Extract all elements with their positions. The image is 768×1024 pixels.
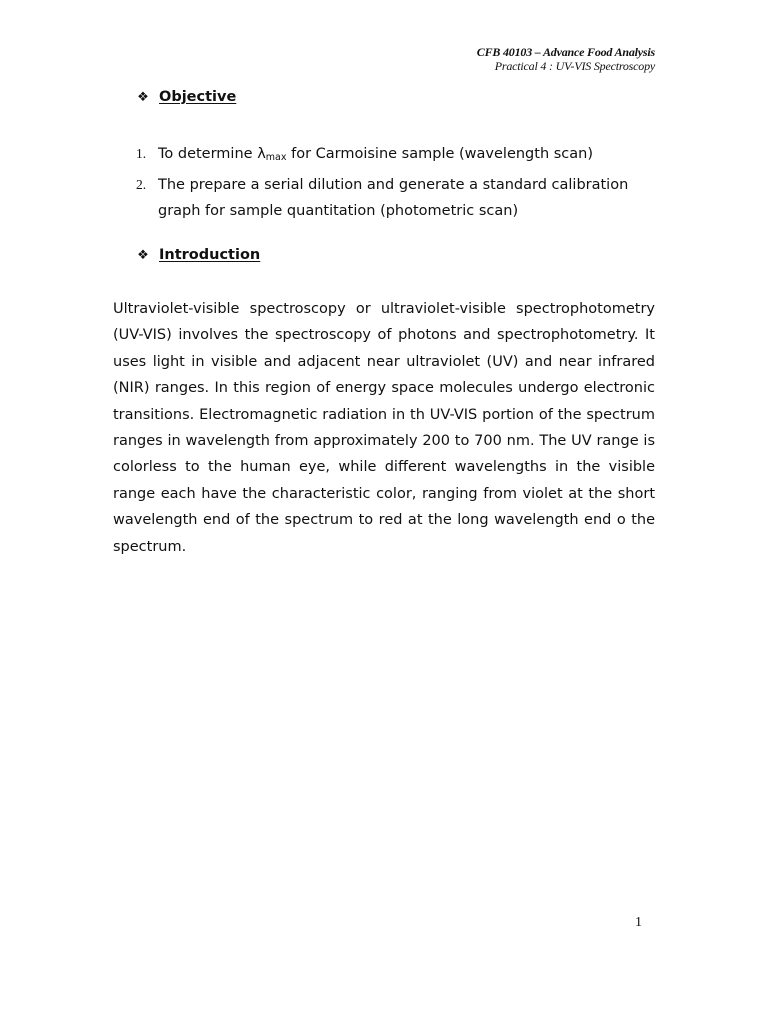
objective-heading (136, 89, 236, 105)
list-item-text: The prepare a serial dilution and generate a standard calibration graph for sample quantitation (photometric scan) (158, 176, 629, 219)
introduction-paragraph: Ultraviolet-visible spectroscopy or ultraviolet-visible spectrophotometry (UV-VIS) involves the spectroscopy of photons and spectrophotometry. It uses light in visible and adjacent near ultraviolet (UV) and near infrared (NIR) ranges. In this region of energy space molecules undergo electronic transitions. Electromagnetic radiation in th UV-VIS portion of the spectrum ranges in wavelength from approximately 200 to 700 nm. The UV range is colorless to the human eye, while different wavelengths in the visible range each have the characteristic color, ranging from violet at the short wavelength end of the spectrum to red at the long wavelength end o the spectrum. (113, 301, 655, 555)
list-item-number: 1. (136, 146, 147, 161)
page-number: 1 (635, 915, 642, 930)
diamond-bullet-icon: ❖ (137, 247, 149, 263)
list-item-number: 2. (136, 176, 147, 192)
lambda-subscript: max (265, 152, 287, 163)
introduction-heading (136, 247, 260, 263)
running-header (477, 45, 655, 74)
course-title: CFB 40103 – Advance Food Analysis (476, 45, 655, 59)
diamond-bullet-icon: ❖ (137, 89, 149, 105)
list-item (136, 141, 656, 172)
lambda-symbol: λ (257, 146, 266, 162)
objective-list (136, 141, 656, 225)
list-item (136, 172, 656, 225)
introduction-title: Introduction (159, 247, 261, 263)
objective-title: Objective (159, 89, 237, 105)
list-item-text: To determine $\lambda_{max}$ for Carmoisine sample (wavelength scan) (158, 146, 594, 163)
practical-title: Practical 4 : UV-VIS Spectroscopy (494, 59, 655, 73)
